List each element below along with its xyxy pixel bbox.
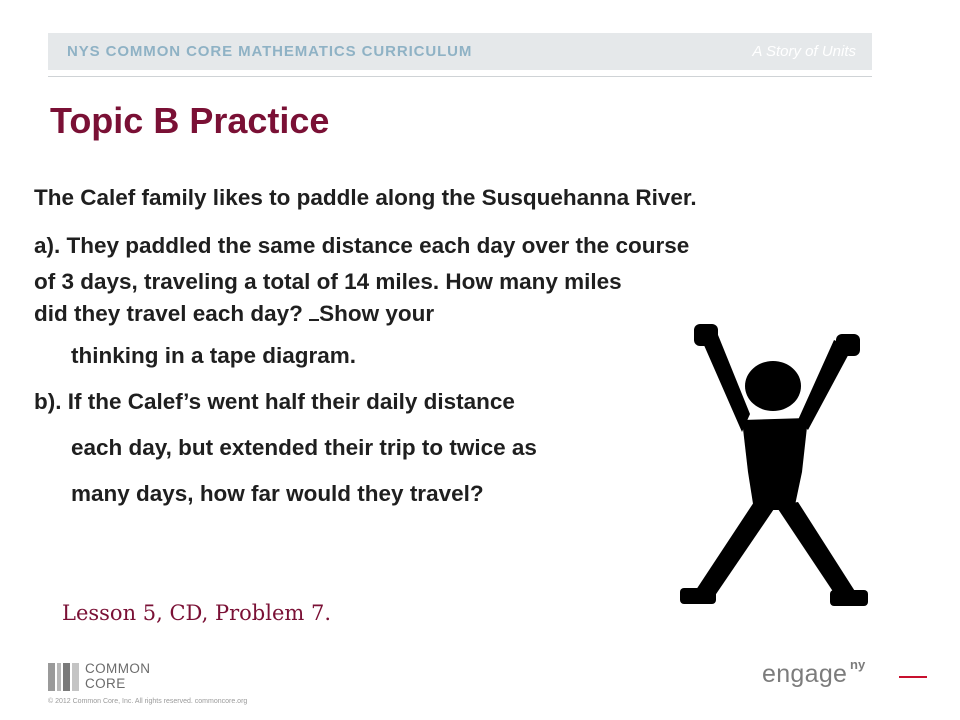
common-core-logo: [48, 661, 178, 695]
engage-logo-ny: ny: [850, 657, 866, 672]
part-b-line-2: each day, but extended their trip to twice as: [71, 435, 537, 460]
curriculum-label: NYS COMMON CORE MATHEMATICS CURRICULUM: [67, 43, 473, 60]
part-b-line-3: many days, how far would they travel?: [71, 481, 484, 506]
part-a: [34, 226, 934, 330]
common-core-logo-icon: [48, 663, 80, 691]
answer-blank: [309, 301, 319, 321]
part-a-line-4: thinking in a tape diagram.: [71, 343, 357, 368]
part-b-line-1: b). If the Calef’s went half their daily distance: [34, 389, 515, 414]
part-a-line-1: a). They paddled the same distance each day over the course: [34, 233, 690, 258]
series-label: A Story of Units: [752, 43, 856, 60]
header-bar: [48, 33, 872, 70]
engage-logo-text: engage: [762, 660, 848, 688]
part-a-line-2: of 3 days, traveling a total of 14 miles. How many miles: [34, 269, 622, 294]
logo-line-1: COMMON: [85, 661, 151, 676]
logo-text: [85, 661, 150, 691]
header-divider: [48, 76, 872, 77]
page-title: Topic B Practice: [50, 100, 330, 141]
part-a-line-3-question: did they travel each day?: [34, 301, 303, 326]
footer-accent-line: [899, 676, 927, 678]
problem-intro: The Calef family likes to paddle along the Susquehanna River.: [34, 185, 697, 210]
logo-line-2: CORE: [85, 676, 126, 691]
person-arms-raised-icon: [680, 322, 870, 624]
copyright-notice: © 2012 Common Core, Inc. All rights reserved. commoncore.org: [48, 698, 248, 705]
part-a-line-3-instruction: Show your: [319, 301, 435, 326]
lesson-reference: Lesson 5, CD, Problem 7.: [62, 601, 332, 625]
